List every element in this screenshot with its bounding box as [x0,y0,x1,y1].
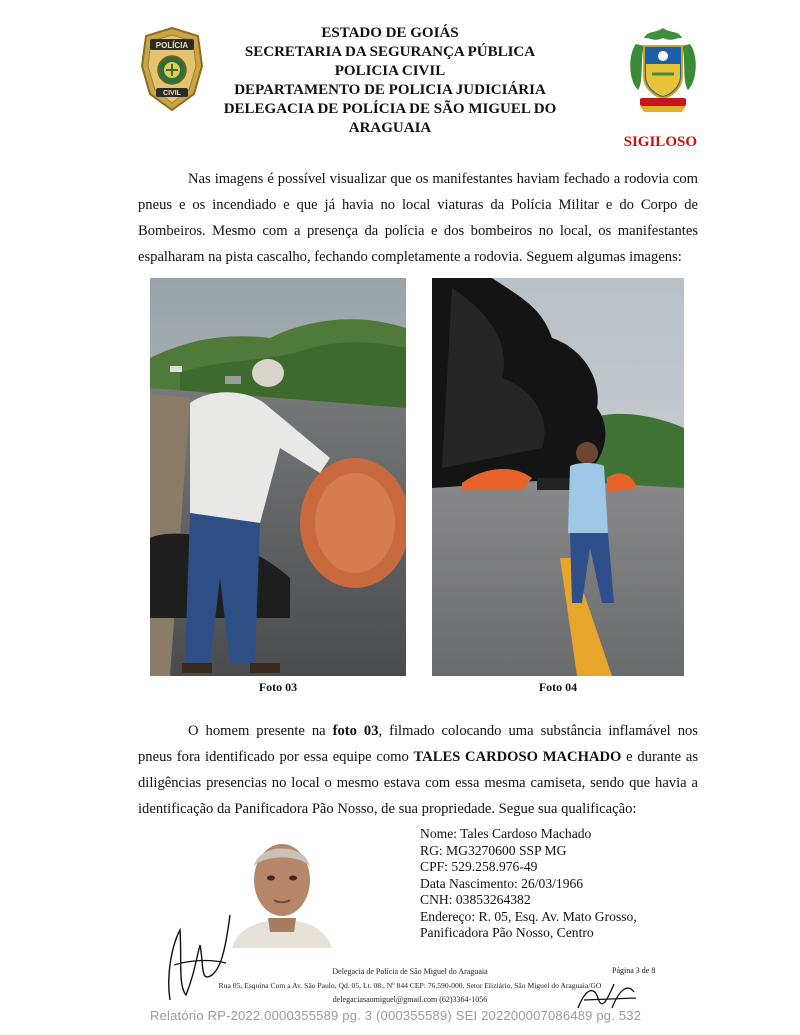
footer-address: Rua 05, Esquina Com a Av. São Paulo, Qd. 05, Lt. 08., Nº 844 CEP: 76.590-000, Setor Eliziário, São Miguel do Araguaia/GO [218,981,602,990]
badge-text-top: POLÍCIA [155,41,189,50]
p2-text-c: , filmado colocando uma substância inflamável nos pneus fora identificado por essa equipe como [138,723,698,765]
header-precinct: DELEGACIA DE POLÍCIA DE SÃO MIGUEL DO [223,101,557,117]
footer-page-number: Página 3 de 8 [612,966,656,975]
suspect-qualification [420,826,637,942]
header-precinct-city: ARAGUAIA [348,120,432,136]
header-police: POLICIA CIVIL [334,63,446,79]
identification-paragraph [138,718,698,822]
qual-name: Nome: Tales Cardoso Machado [420,826,592,841]
badge-text-bottom: CIVIL [163,90,181,97]
p2-text-a: O homem presente na [188,723,333,739]
p2-suspect-name: TALES CARDOSO MACHADO [413,749,622,765]
intro-paragraph [138,166,698,270]
qual-rg: RG: MG3270600 SSP MG [420,842,567,858]
header-secretariat: SECRETARIA DA SEGURANÇA PÚBLICA [244,44,536,60]
p2-text-e: e durante as diligências presencias no local o mesmo estava com essa mesma camiseta, sendo que havia a identificação da Panificadora Pão Nosso, de sua propriedade. Segue sua qualificação: [138,749,699,817]
photo-03 [150,278,406,676]
classification-label: SIGILOSO [623,134,697,150]
qual-birth-date: Data Nascimento: 26/03/1966 [420,875,584,891]
qual-address-2: Panificadora Pão Nosso, Centro [420,925,594,940]
footer [150,966,670,977]
suspect-photo [228,828,336,948]
footer-precinct: Delegacia de Polícia de São Miguel do Araguaia [332,967,488,976]
qual-cpf: CPF: 529.258.976-49 [420,859,538,874]
intro-paragraph-text: Nas imagens é possível visualizar que os manifestantes haviam fechado a rodovia com pneus e os incendiado e que já havia no local viaturas da Polícia Militar e do Corpo de Bombeiros. Mesmo com a presença da polícia e dos bombeiros no local, os manifestantes espalharam na pista cascalho, fechando completamente a rodovia. Seguem algumas imagens: [138,171,698,265]
state-coat-of-arms-logo [624,24,702,114]
qual-cnh: CNH: 03853264382 [420,892,531,907]
photo-03-caption: Foto 03 [258,680,298,694]
photo-04 [432,278,684,676]
document-header [150,24,630,138]
p2-photo-reference: foto 03 [332,723,379,739]
footer-contact: delegaciasaomiguel@gmail.com (62)3364-1056 [332,995,488,1004]
header-department: DEPARTAMENTO DE POLICIA JUDICIÁRIA [234,82,546,98]
photo-04-caption: Foto 04 [538,680,578,694]
qual-address: Endereço: R. 05, Esq. Av. Mato Grosso, [420,908,637,924]
document-stamp: Relatório RP-2022.0000355589 pg. 3 (000355589) SEI 202200007086489 pg. 532 [150,1008,642,1023]
header-state: ESTADO DE GOIÁS [321,25,459,41]
